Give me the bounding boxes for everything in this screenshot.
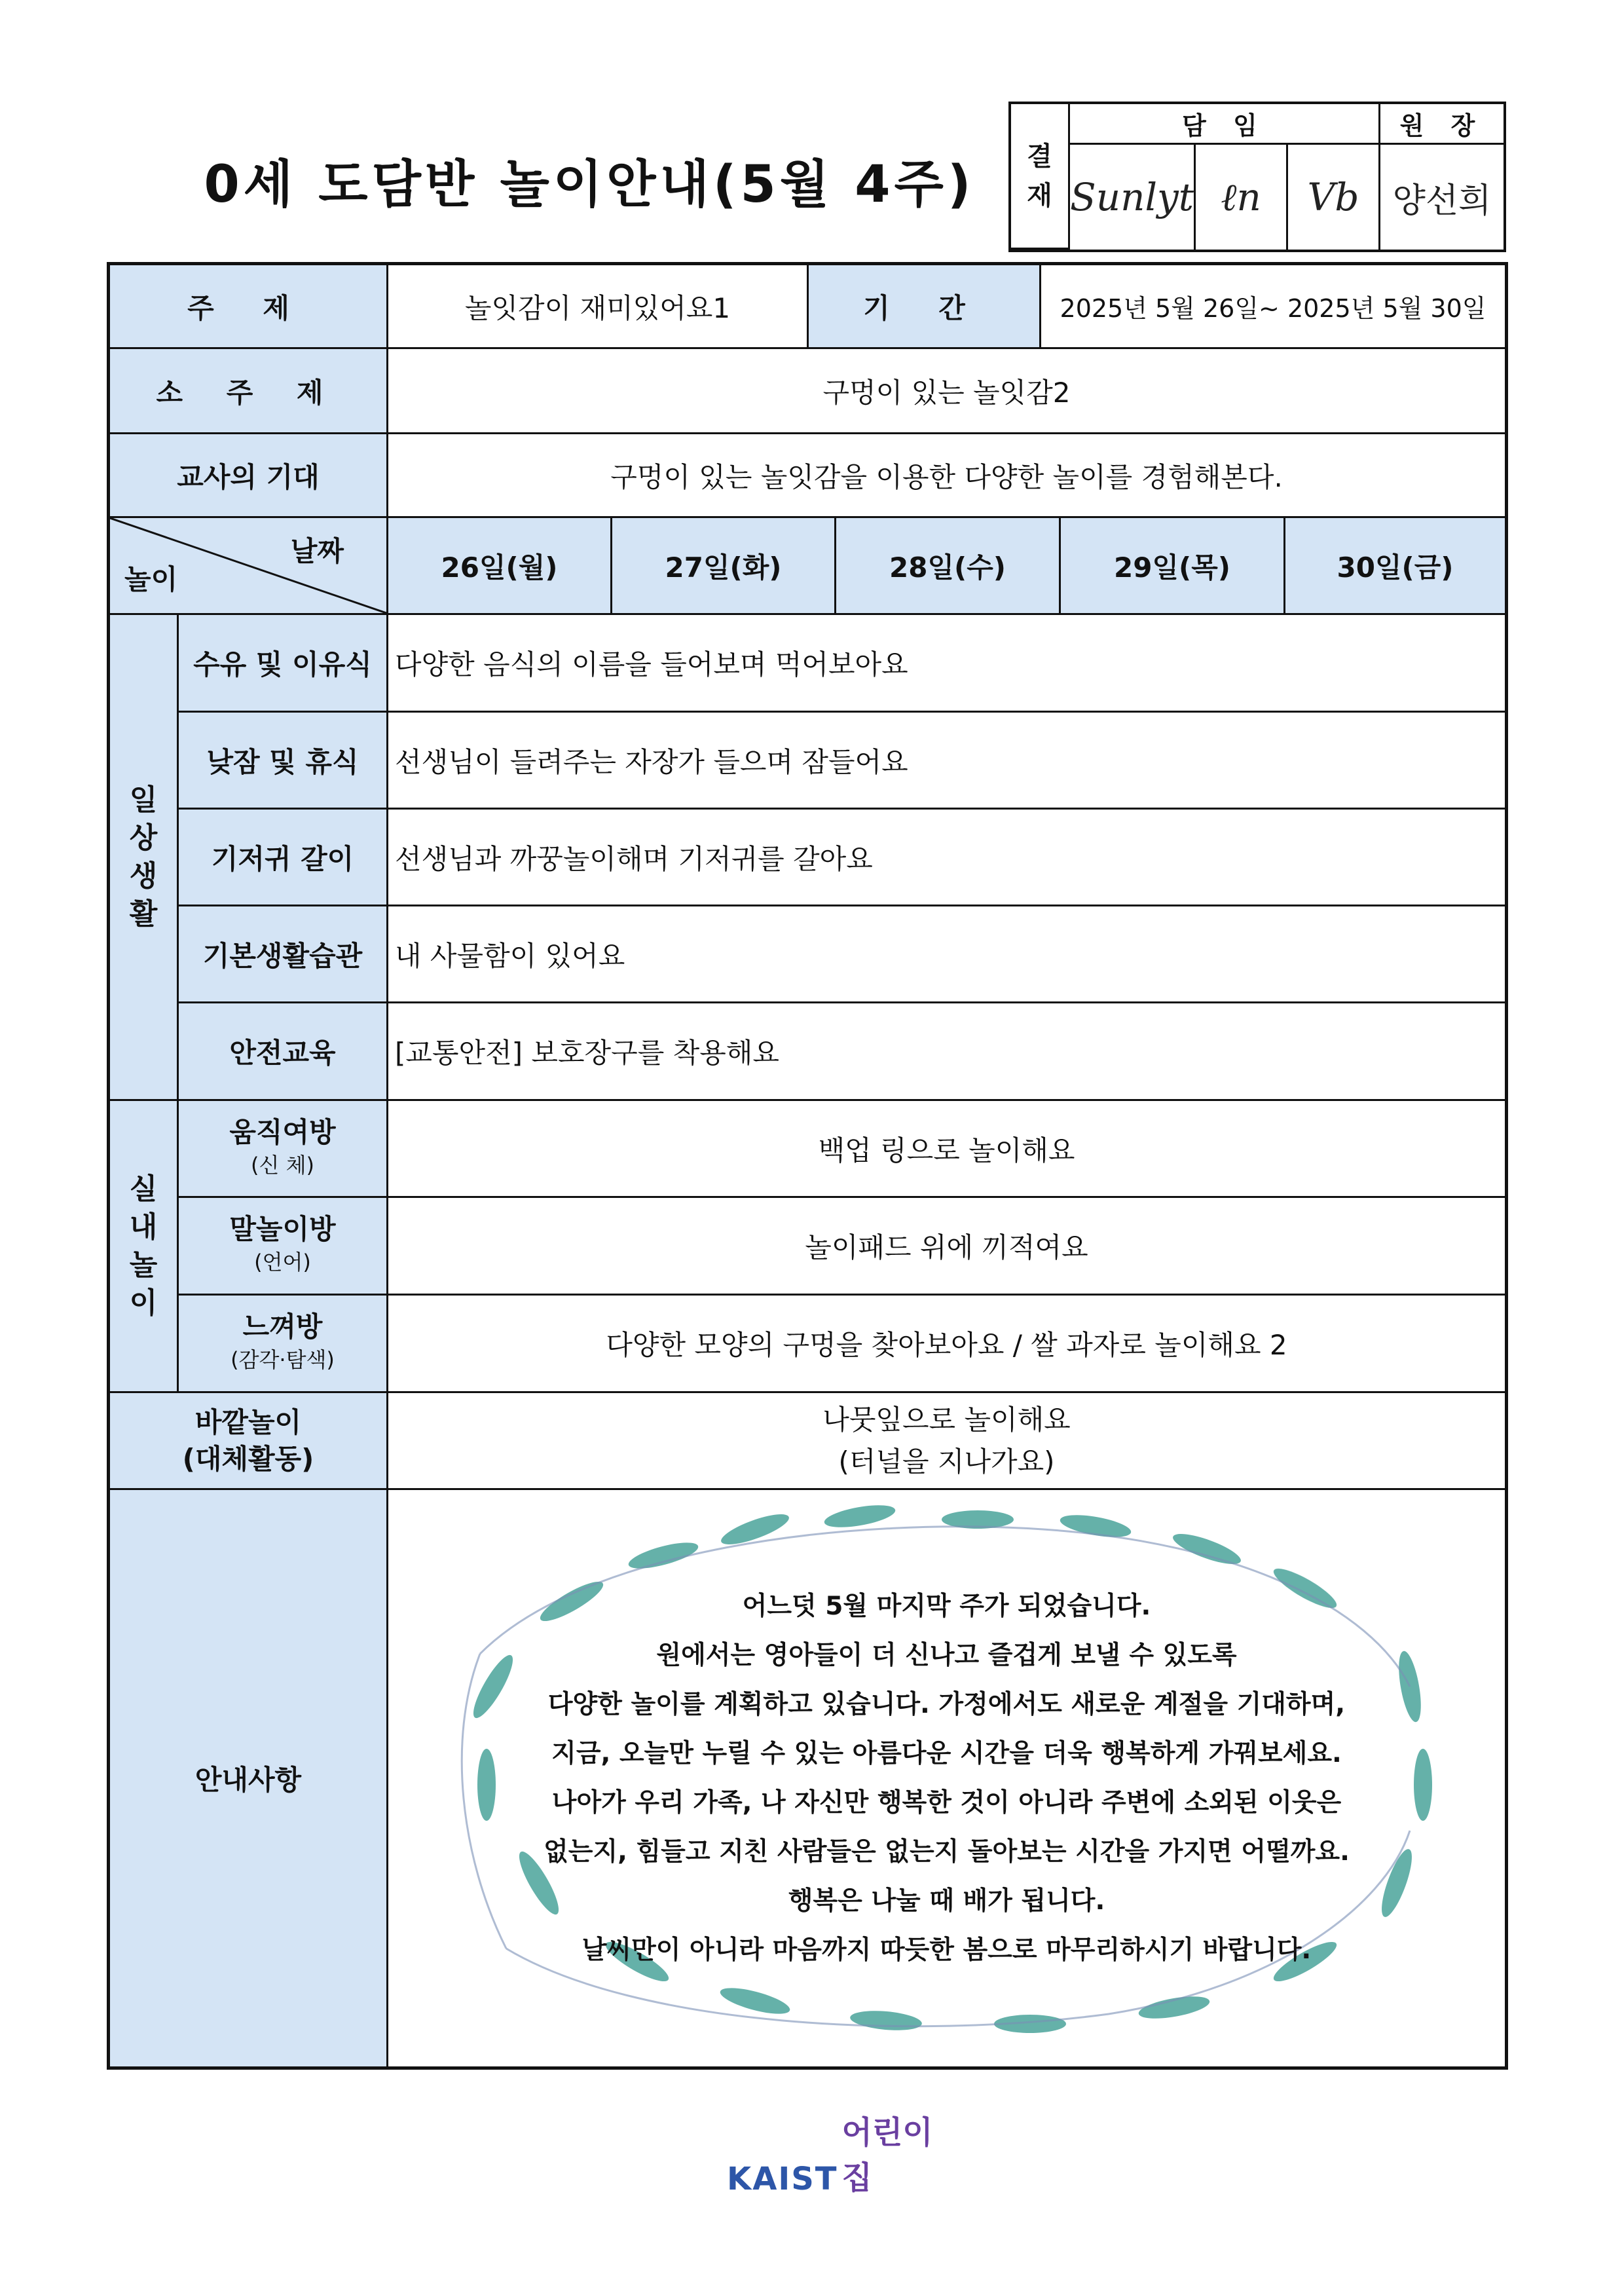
indoor-row-value: 다양한 모양의 구멍을 찾아보아요 / 쌀 과자로 놀이해요 2 bbox=[606, 1329, 1287, 1361]
day-tue: 27일(화) bbox=[612, 518, 836, 613]
day-thu: 29일(목) bbox=[1061, 518, 1285, 613]
indoor-row-value: 놀이패드 위에 끼적여요 bbox=[805, 1231, 1088, 1263]
room-sub: (감각·탐색) bbox=[231, 1347, 335, 1372]
room-name: 움직여방 bbox=[229, 1115, 336, 1148]
daily-row-label: 낮잠 및 휴식 bbox=[179, 713, 388, 808]
daily-row bbox=[179, 906, 1505, 1003]
daily-row bbox=[179, 810, 1505, 906]
daily-row-value: 선생님이 들려주는 자장가 들으며 잠들어요 bbox=[395, 745, 908, 778]
indoor-row-label bbox=[179, 1101, 388, 1196]
theme-label: 주 제 bbox=[110, 265, 388, 347]
daily-row bbox=[179, 1003, 1505, 1101]
outdoor-label-2: (대체활동) bbox=[182, 1442, 314, 1475]
approval-box bbox=[1008, 102, 1506, 252]
room-name: 느껴방 bbox=[242, 1311, 323, 1343]
notice-line: 없는지, 힘들고 지친 사람들은 없는지 돌아보는 시간을 가지면 어떨까요. bbox=[544, 1837, 1350, 1867]
logo-kaist: KAIST bbox=[727, 2161, 838, 2197]
daily-row-label: 기본생활습관 bbox=[179, 906, 388, 1001]
expectation-value: 구멍이 있는 놀잇감을 이용한 다양한 놀이를 경험해본다. bbox=[610, 460, 1283, 493]
daily-row-value: [교통안전] 보호장구를 착용해요 bbox=[395, 1037, 779, 1069]
play-label: 놀이 bbox=[124, 563, 178, 595]
signature-1 bbox=[1070, 145, 1196, 250]
indoor-row-value: 백업 링으로 놀이해요 bbox=[818, 1134, 1075, 1166]
indoor-row bbox=[179, 1198, 1505, 1296]
daily-row bbox=[179, 615, 1505, 713]
signature-2 bbox=[1196, 145, 1288, 250]
indoor-row bbox=[179, 1101, 1505, 1198]
day-fri: 30일(금) bbox=[1285, 518, 1505, 613]
signature-3 bbox=[1288, 145, 1380, 250]
room-sub: (언어) bbox=[254, 1250, 311, 1275]
expectation-row bbox=[110, 434, 1505, 518]
indoor-row-label bbox=[179, 1296, 388, 1391]
day-wed: 28일(수) bbox=[836, 518, 1061, 613]
period-value: 2025년 5월 26일~ 2025년 5월 30일 bbox=[1060, 294, 1486, 323]
indoor-play-label: 실 내 놀 이 bbox=[110, 1101, 179, 1393]
approval-damim-header: 담 임 bbox=[1070, 104, 1380, 145]
approval-gyeol: 결 bbox=[1027, 141, 1052, 172]
room-name: 말놀이방 bbox=[229, 1213, 336, 1245]
notice-content bbox=[388, 1490, 1505, 2066]
subtheme-row bbox=[110, 349, 1505, 434]
notice-row bbox=[110, 1490, 1505, 2066]
theme-row bbox=[110, 265, 1505, 349]
daily-row-value: 선생님과 까꿍놀이해며 기저귀를 갈아요 bbox=[395, 842, 873, 875]
daily-row-label: 수유 및 이유식 bbox=[179, 615, 388, 711]
indoor-row-label bbox=[179, 1198, 388, 1294]
signature-text: ℓn bbox=[1221, 175, 1261, 219]
outdoor-value bbox=[388, 1393, 1505, 1488]
outdoor-line-1: 나뭇잎으로 놀이해요 bbox=[822, 1403, 1071, 1436]
notice-line: 다양한 놀이를 계획하고 있습니다. 가정에서도 새로운 계절을 기대하며, bbox=[547, 1690, 1346, 1719]
signature-text: Vb bbox=[1307, 175, 1359, 219]
theme-value: 놀잇감이 재미있어요1 bbox=[388, 265, 809, 347]
notice-line: 지금, 오늘만 누릴 수 있는 아름다운 시간을 더욱 행복하게 가꿔보세요. bbox=[551, 1739, 1342, 1768]
subtheme-value: 구멍이 있는 놀잇감2 bbox=[822, 376, 1071, 409]
outdoor-label bbox=[110, 1393, 388, 1488]
signature-4 bbox=[1380, 145, 1504, 250]
notice-line: 원에서는 영아들이 더 신나고 즐겁게 보낼 수 있도록 bbox=[656, 1641, 1237, 1670]
approval-label bbox=[1011, 104, 1070, 250]
approval-wonjang-header: 원 장 bbox=[1380, 104, 1504, 145]
day-header-row bbox=[110, 518, 1505, 615]
page-title: 0세 도담반 놀이안내(5월 4주) bbox=[204, 155, 975, 214]
logo-hangul: 어린이집 bbox=[841, 2114, 933, 2196]
notice-line: 날씨만이 아니라 마음까지 따듯한 봄으로 마무리하시기 바랍니다. bbox=[581, 1935, 1312, 1965]
notice-line: 행복은 나눌 때 배가 됩니다. bbox=[788, 1886, 1105, 1916]
day-mon: 26일(월) bbox=[388, 518, 612, 613]
notice-label: 안내사항 bbox=[110, 1490, 388, 2066]
notice-text bbox=[388, 1490, 1505, 2066]
date-label: 날짜 bbox=[290, 535, 344, 567]
date-play-corner bbox=[110, 518, 388, 613]
outdoor-row bbox=[110, 1393, 1505, 1490]
daily-row-value: 내 사물함이 있어요 bbox=[395, 939, 625, 972]
plan-table bbox=[107, 262, 1508, 2070]
daily-row bbox=[179, 713, 1505, 810]
daily-row-label: 안전교육 bbox=[179, 1003, 388, 1099]
daily-row-label: 기저귀 갈이 bbox=[179, 810, 388, 905]
approval-jae: 재 bbox=[1027, 180, 1052, 211]
notice-line: 나아가 우리 가족, 나 자신만 행복한 것이 아니라 주변에 소외된 이웃은 bbox=[551, 1788, 1342, 1818]
daily-life-label: 일 상 생 활 bbox=[110, 615, 179, 1101]
expectation-label: 교사의 기대 bbox=[110, 434, 388, 516]
outdoor-line-2: (터널을 지나가요) bbox=[838, 1445, 1055, 1478]
notice-line: 어느덧 5월 마지막 주가 되었습니다. bbox=[742, 1592, 1151, 1621]
daily-row-value: 다양한 음식의 이름을 들어보며 먹어보아요 bbox=[395, 648, 908, 681]
signature-text: Sunlyt bbox=[1070, 175, 1194, 219]
room-sub: (신 체) bbox=[251, 1152, 314, 1178]
outdoor-label-1: 바깥놀이 bbox=[194, 1406, 302, 1438]
indoor-row bbox=[179, 1296, 1505, 1393]
signature-text: 양선희 bbox=[1392, 181, 1492, 221]
subtheme-label: 소 주 제 bbox=[110, 349, 388, 432]
kaist-kindergarten-logo bbox=[727, 2114, 950, 2197]
period-label: 기 간 bbox=[809, 265, 1041, 347]
